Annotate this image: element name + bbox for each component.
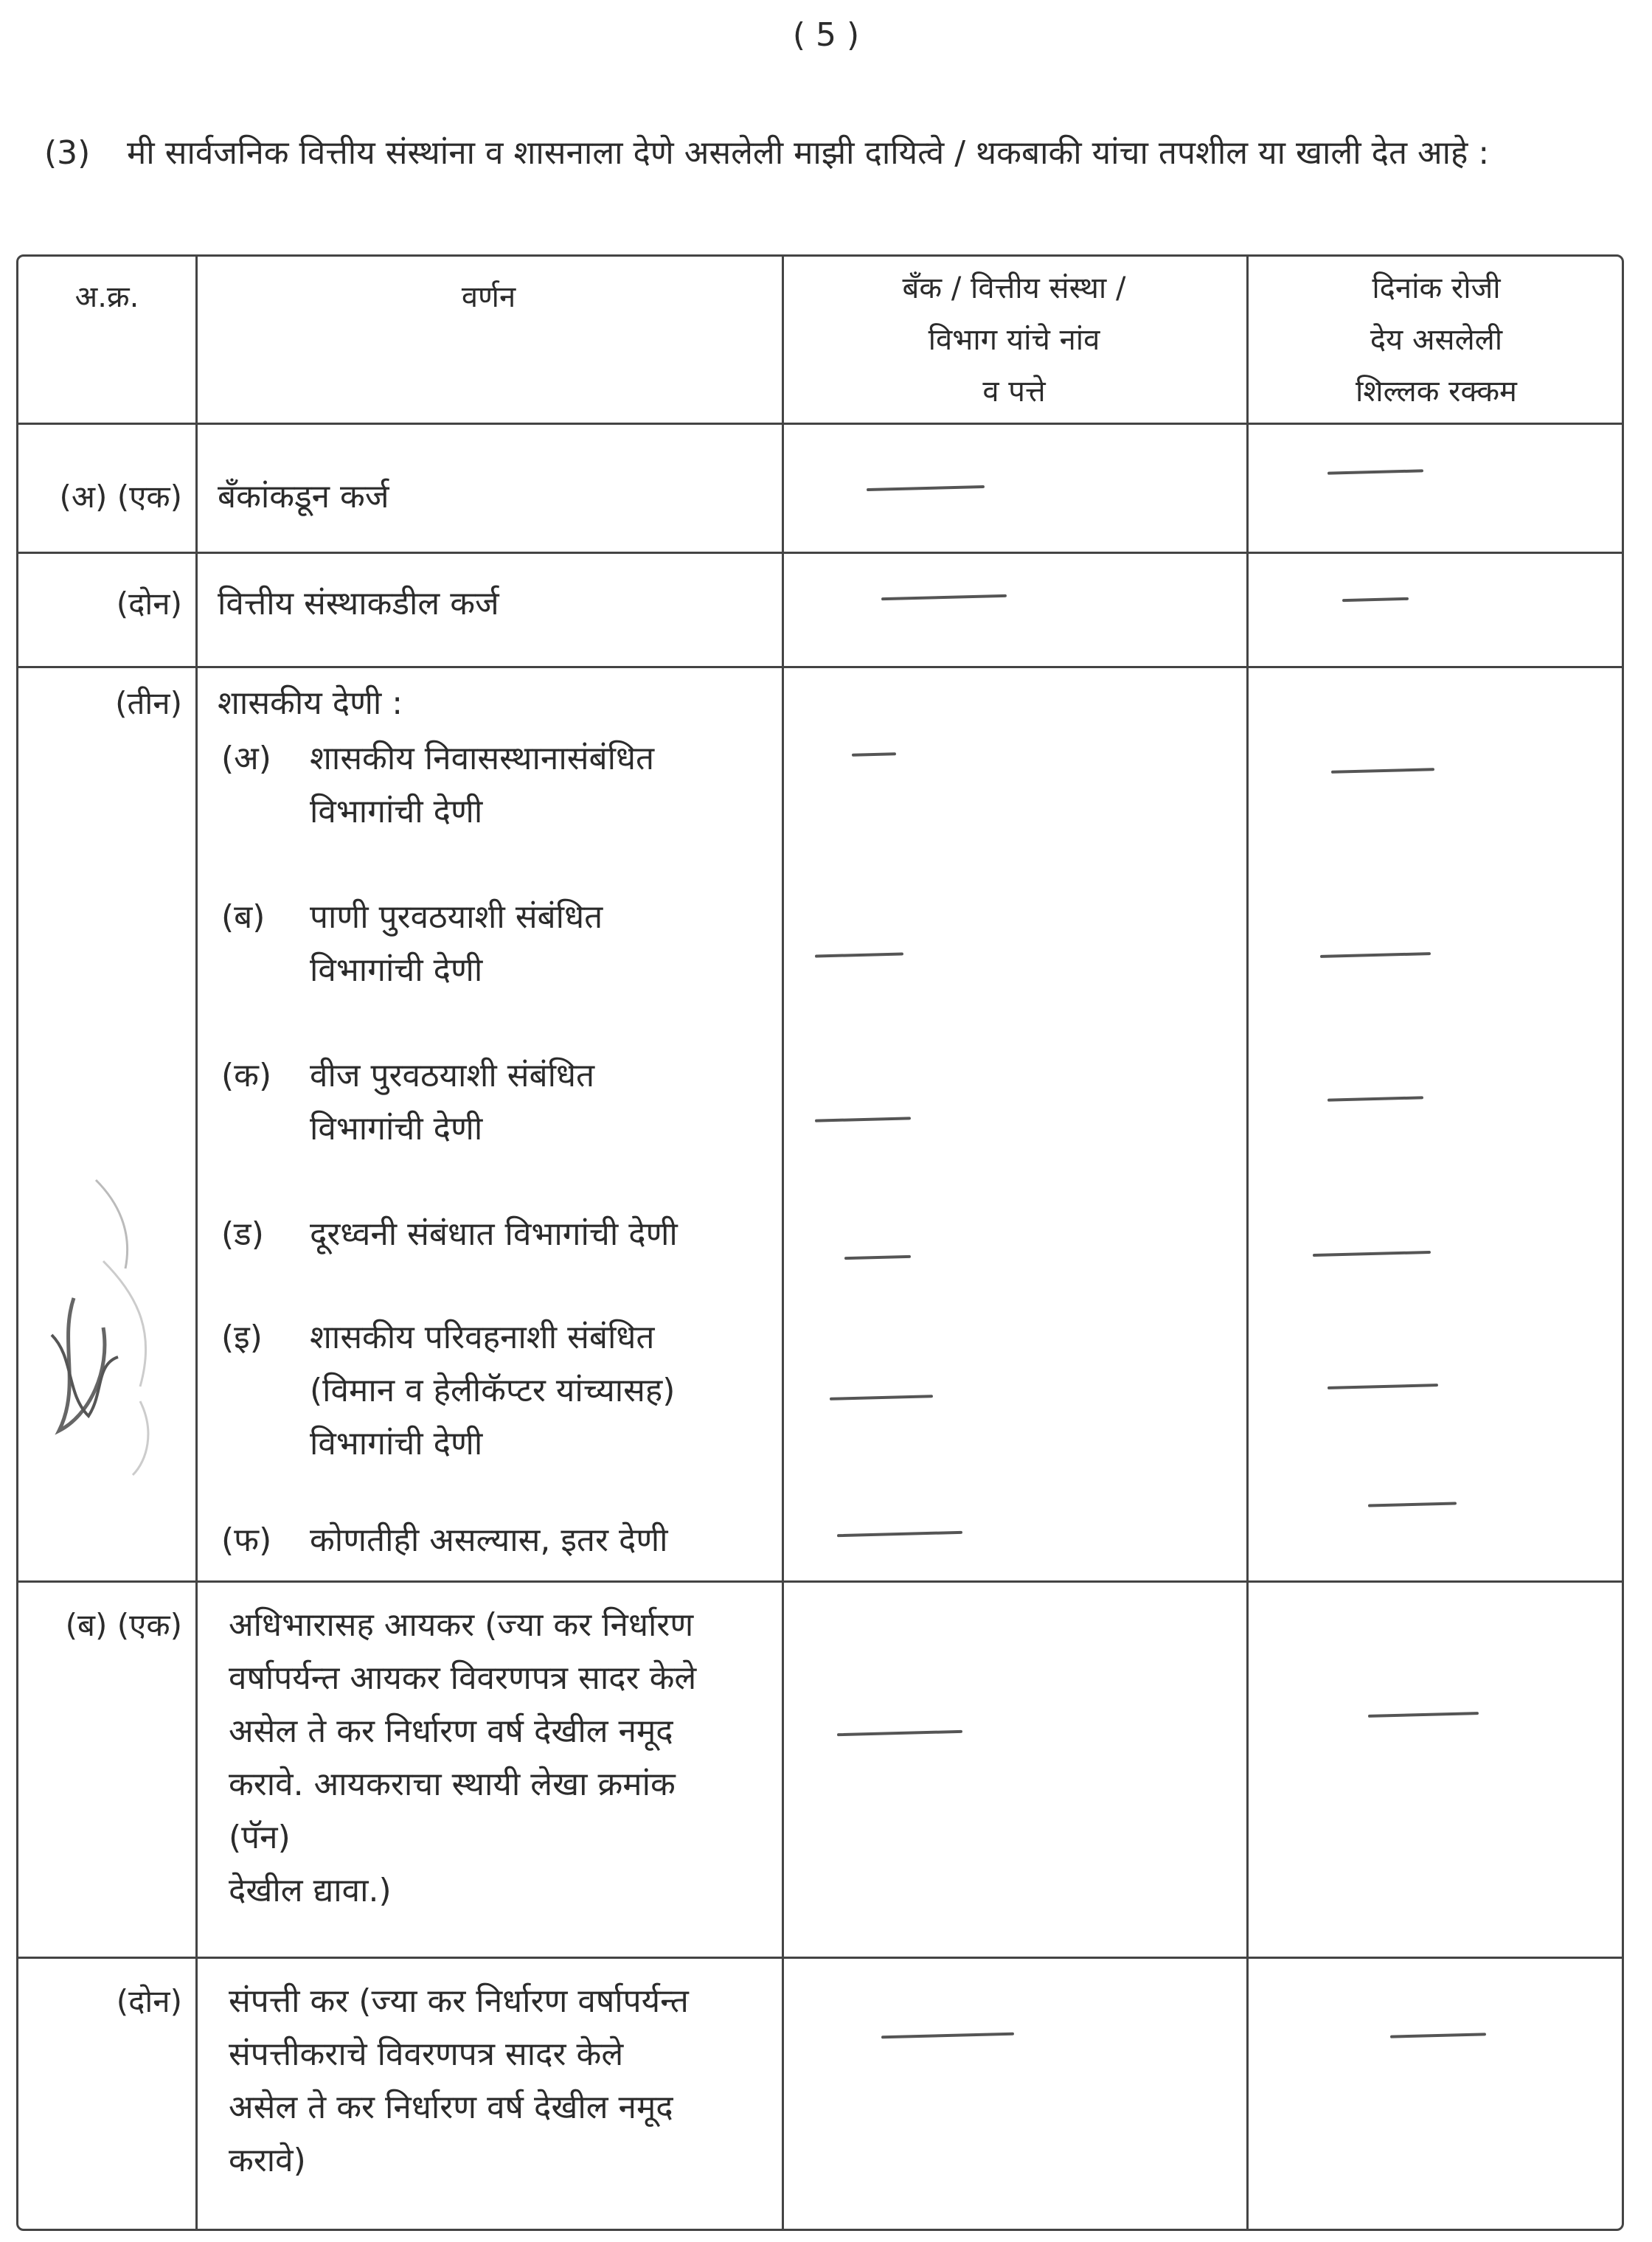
signature-stamp (30, 1150, 192, 1490)
intro-text: मी सार्वजनिक वित्तीय संस्थांना व शासनाला देणे असलेली माझी दायित्वे / थकबाकी यांचा तपशील या खाली देत आहे : (127, 134, 1490, 172)
row-index: (अ) (एक) (59, 479, 182, 515)
nil-dash-mark (1328, 1384, 1438, 1389)
nil-dash-mark (844, 1255, 911, 1260)
row-index: (दोन) (116, 586, 182, 622)
row-divider (18, 552, 1622, 554)
header-description: वर्णन (461, 280, 516, 314)
nil-dash-mark (1328, 1096, 1423, 1101)
intro-number: (3) (44, 134, 91, 172)
row-description: बँकांकडून कर्ज (218, 478, 389, 516)
nil-dash-mark (815, 952, 903, 957)
row-description: अधिभारासह आयकर (ज्या कर निर्धारण वर्षापर्यन्त आयकर विवरणपत्र सादर केले असेल ते कर निर्धारण वर्ष देखील नमूद करावे. आयकराचा स्थायी लेखा क्रमांक (पॅन) देखील द्यावा.) (229, 1606, 697, 1909)
row-divider (18, 1580, 1622, 1583)
header-balance-amount: दिनांक रोजी देय असलेली शिल्लक रक्कम (1356, 271, 1517, 409)
nil-dash-mark (1342, 597, 1409, 602)
row-divider (18, 423, 1622, 425)
nil-dash-mark (837, 1531, 962, 1537)
nil-dash-mark (830, 1395, 933, 1401)
nil-dash-mark (867, 485, 985, 491)
header-bank-name: बँक / वित्तीय संस्था / विभाग यांचे नांव व पत्ते (902, 271, 1126, 409)
nil-dash-mark (852, 752, 896, 757)
nil-dash-mark (837, 1730, 962, 1736)
nil-dash-mark (1368, 1502, 1457, 1507)
nil-dash-mark (1328, 469, 1423, 474)
row-index: (तीन) (115, 685, 182, 721)
row-divider (18, 666, 1622, 668)
nil-dash-mark (1313, 1251, 1431, 1257)
nil-dash-mark (881, 2033, 1014, 2039)
page-number: ( 5 ) (792, 16, 860, 54)
row-divider (18, 1957, 1622, 1959)
nil-dash-mark (881, 594, 1007, 600)
nil-dash-mark (815, 1117, 911, 1122)
nil-dash-mark (1368, 1712, 1479, 1718)
row-description: संपत्ती कर (ज्या कर निर्धारण वर्षापर्यन्त संपत्तीकराचे विवरणपत्र सादर केले असेल ते कर निर्धारण वर्ष देखील नमूद करावे) (229, 1982, 689, 2179)
header-sr-no: अ.क्र. (74, 280, 139, 314)
row-description: शासकीय देणी : (218, 684, 403, 722)
row-description: वित्तीय संस्थाकडील कर्ज (218, 585, 499, 622)
nil-dash-mark (1390, 2033, 1486, 2038)
nil-dash-mark (1320, 952, 1431, 958)
liabilities-table: अ.क्र. वर्णन बँक / वित्तीय संस्था / विभाग यांचे नांव व पत्ते दिनांक रोजी देय असलेली शिल्लक रक्कम (अ) (एक) बँकांकडून कर्ज (दोन) वित्तीय संस्थाकडील कर्ज (तीन) शासकीय देणी : (अ) शासकीय निवासस्थानासंबंधित विभागांची देणी (ब) पाणी पुरवठयाशी संबंधित विभागांची देणी (क) वीज पुरवठयाशी संबंधित विभागांची देणी (ड) दूरध्वनी संबंधात विभागांची देणी (इ) शासकीय परिवहनाशी संबंधित (विमान व हेलीकॅप्टर यांच्यासह) विभागांची देणी (फ) कोणतीही असल्यास, इतर देणी (ब) (एक) अधिभारासह आयकर (ज्या कर निर्धारण वर्षापर्यन्त आयकर विवरणपत्र सादर केले असेल ते कर निर्धारण वर्ष देखील नमूद करावे. आयकराचा स्थायी लेखा क्रमांक (पॅन) देखील द्यावा.) (दोन) संपत्ती कर (ज्या कर निर्धारण वर्षापर्यन्त संपत्तीकराचे विवरणपत्र सादर केले असेल ते कर निर्धारण वर्ष देखील नमूद करावे) (16, 254, 1624, 2231)
row-index: (ब) (एक) (65, 1607, 182, 1643)
row-index: (दोन) (116, 1983, 182, 2019)
nil-dash-mark (1331, 768, 1434, 774)
